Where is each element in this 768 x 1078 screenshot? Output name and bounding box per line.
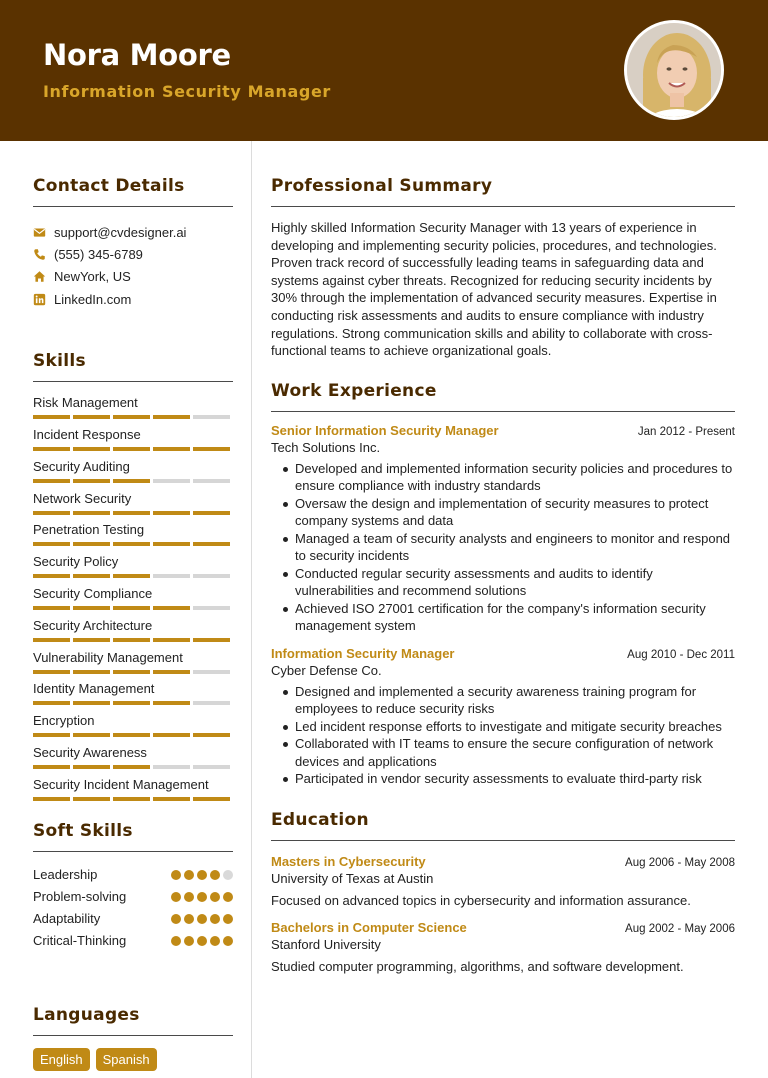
rating-dot [223,936,233,946]
summary-text: Highly skilled Information Security Manager with 13 years of experience in developing and implementing security policies, procedures, and technologies. Proven track record of successfully leading teams in safeguarding data and systems against cyber threats. Recognized for reducing security incidents by 30% through the implementation of advanced security measures. Expertise in conducting risk assessments and audits to ensure compliance with industry regulations. Strong communication skills and ability to collaborate with cross-functional teams to achieve organizational goals. [271,220,717,359]
skill-item [33,427,233,459]
skill-level-segment [73,670,110,674]
skill-level-segment [33,797,70,801]
skill-level-segment [113,765,150,769]
skill-level-segment [113,574,150,578]
rating-dot [171,870,181,880]
skill-level-bar [33,511,233,515]
skill-level-segment [73,638,110,642]
skill-level-segment [153,701,190,705]
skill-level-segment [193,670,230,674]
skill-level-segment [73,797,110,801]
job-bullets [271,460,735,635]
job-entry [271,646,735,788]
skill-item [33,586,233,618]
skill-level-segment [153,479,190,483]
education-date: Aug 2002 - May 2006 [625,922,735,935]
languages-list [33,1048,233,1071]
contact-phone[interactable] [33,243,233,265]
profile-photo [624,20,724,120]
skill-level-segment [33,701,70,705]
skill-level-segment [33,638,70,642]
contact-linkedin-text: LinkedIn.com [54,291,132,307]
job-date: Aug 2010 - Dec 2011 [627,648,735,661]
job-title: Senior Information Security Manager [271,422,499,438]
skill-level-segment [193,765,230,769]
soft-skill-name: Adaptability [33,911,101,927]
skill-level-bar [33,606,233,610]
skill-level-bar [33,479,233,483]
skill-level-segment [153,511,190,515]
section-rule [271,206,735,207]
skill-level-segment [193,733,230,737]
skill-level-segment [113,542,150,546]
contact-phone-text: (555) 345-6789 [54,246,143,262]
job-bullet: Conducted regular security assessments and audits to identify vulnerabilities and recommend solutions [295,565,735,600]
experience-section [271,381,735,788]
skill-level-segment [73,447,110,451]
left-column [33,141,233,1071]
contact-email[interactable] [33,221,233,243]
job-bullet: Led incident response efforts to investigate and mitigate security breaches [295,718,735,736]
soft-skill-name: Critical-Thinking [33,933,127,949]
soft-skill-item [33,864,233,886]
soft-skill-name: Leadership [33,867,98,883]
education-description: Studied computer programming, algorithms, and software development. [271,958,684,974]
skill-level-bar [33,670,233,674]
skill-level-segment [113,479,150,483]
envelope-icon [33,226,54,239]
job-entry [271,423,735,635]
skill-item [33,522,233,554]
skill-level-segment [73,606,110,610]
resume-header [0,0,768,141]
skill-name: Vulnerability Management [33,649,183,665]
rating-dot [184,892,194,902]
soft-skill-rating [171,892,233,902]
education-entry [271,854,735,908]
skill-level-segment [193,797,230,801]
soft-skills-heading: Soft Skills [33,820,133,841]
skill-level-segment [153,574,190,578]
skill-level-segment [153,638,190,642]
skill-level-segment [153,797,190,801]
skill-level-segment [73,765,110,769]
skill-level-segment [73,574,110,578]
skill-level-segment [33,765,70,769]
summary-heading: Professional Summary [271,176,493,196]
skill-level-segment [193,479,230,483]
section-rule [271,411,735,412]
skill-level-bar [33,574,233,578]
skill-item [33,491,233,523]
skill-level-bar [33,447,233,451]
skill-level-segment [153,415,190,419]
section-rule [33,1035,233,1036]
skill-level-segment [113,415,150,419]
skill-level-segment [33,574,70,578]
section-rule [33,381,233,382]
job-date: Jan 2012 - Present [637,425,735,438]
skill-level-bar [33,542,233,546]
skill-level-segment [33,447,70,451]
skill-level-segment [153,606,190,610]
skill-level-segment [113,511,150,515]
degree-title: Masters in Cybersecurity [271,853,426,869]
school-name: University of Texas at Austin [271,870,434,886]
skill-item [33,618,233,650]
skill-level-segment [33,542,70,546]
skill-item [33,713,233,745]
rating-dot [197,892,207,902]
skill-level-segment [193,511,230,515]
rating-dot [197,870,207,880]
skill-level-segment [113,797,150,801]
contact-email-text: support@cvdesigner.ai [54,224,187,240]
rating-dot [197,914,207,924]
education-description: Focused on advanced topics in cybersecurity and information assurance. [271,892,691,908]
skill-item [33,777,233,809]
job-company: Cyber Defense Co. [271,662,382,678]
job-bullet: Designed and implemented a security awareness training program for employees to reduce security risks [295,683,735,718]
education-heading: Education [271,809,369,830]
skill-level-segment [33,479,70,483]
candidate-name: Nora Moore [43,38,231,72]
rating-dot [210,914,220,924]
skills-section [33,351,233,808]
degree-title: Bachelors in Computer Science [271,919,467,935]
linkedin-icon [33,293,54,306]
skill-name: Security Architecture [33,617,153,633]
skill-level-segment [33,670,70,674]
skill-item [33,681,233,713]
skill-name: Security Policy [33,554,119,570]
section-rule [271,840,735,841]
job-bullet: Managed a team of security analysts and engineers to monitor and respond to security incidents [295,530,735,565]
skill-name: Encryption [33,713,95,729]
skill-level-segment [193,606,230,610]
skill-level-bar [33,797,233,801]
skill-level-segment [33,415,70,419]
skill-level-segment [73,542,110,546]
contact-list [33,221,233,310]
soft-skill-item [33,908,233,930]
candidate-title: Information Security Manager [43,82,331,101]
skill-level-segment [153,733,190,737]
skill-level-segment [73,701,110,705]
skill-level-segment [73,479,110,483]
school-name: Stanford University [271,936,381,952]
summary-section [271,176,735,360]
skill-level-segment [113,447,150,451]
job-bullets [271,683,735,788]
skill-level-segment [73,733,110,737]
skill-item [33,395,233,427]
skill-level-bar [33,733,233,737]
contact-linkedin[interactable] [33,288,233,310]
skill-level-segment [33,733,70,737]
soft-skill-rating [171,936,233,946]
job-bullet: Developed and implemented information security policies and procedures to ensure compliance with industry standards [295,460,735,495]
skill-item [33,459,233,491]
skill-level-segment [193,415,230,419]
skill-level-segment [113,606,150,610]
rating-dot [223,870,233,880]
skill-level-bar [33,701,233,705]
soft-skill-name: Problem-solving [33,889,127,905]
skill-level-segment [73,415,110,419]
rating-dot [210,936,220,946]
job-title: Information Security Manager [271,645,455,661]
job-company: Tech Solutions Inc. [271,439,381,455]
rating-dot [171,914,181,924]
skill-name: Security Compliance [33,585,153,601]
rating-dot [184,914,194,924]
language-chip: English [33,1048,90,1071]
skill-level-segment [113,670,150,674]
skill-level-segment [153,765,190,769]
rating-dot [184,870,194,880]
rating-dot [210,870,220,880]
skill-name: Network Security [33,490,132,506]
education-date: Aug 2006 - May 2008 [625,856,735,869]
contact-location [33,266,233,288]
skill-name: Penetration Testing [33,522,145,538]
skill-name: Security Auditing [33,458,130,474]
rating-dot [223,892,233,902]
skill-item [33,554,233,586]
experience-heading: Work Experience [271,380,437,401]
skill-name: Risk Management [33,395,138,411]
rating-dot [210,892,220,902]
skill-level-segment [153,447,190,451]
contact-heading: Contact Details [33,176,185,196]
skills-heading: Skills [33,351,86,372]
soft-skills-section [33,821,233,952]
skill-level-segment [193,542,230,546]
job-bullet: Collaborated with IT teams to ensure the secure configuration of network devices and applications [295,735,735,770]
skill-name: Incident Response [33,426,141,442]
rating-dot [184,936,194,946]
job-bullet: Achieved ISO 27001 certification for the company's information security management system [295,600,735,635]
rating-dot [171,936,181,946]
skill-level-segment [193,638,230,642]
skill-level-segment [193,447,230,451]
soft-skill-rating [171,870,233,880]
skill-level-segment [113,701,150,705]
skill-level-segment [153,542,190,546]
section-rule [33,206,233,207]
job-bullet: Oversaw the design and implementation of security measures to protect company systems and data [295,495,735,530]
job-bullet: Participated in vendor security assessments to evaluate third-party risk [295,770,735,788]
section-rule [33,851,233,852]
soft-skill-rating [171,914,233,924]
skill-level-bar [33,415,233,419]
skill-name: Identity Management [33,681,155,697]
rating-dot [197,936,207,946]
skills-list [33,395,233,808]
soft-skill-item [33,930,233,952]
soft-skills-list [33,864,233,952]
skill-name: Security Incident Management [33,776,209,792]
skill-item [33,650,233,682]
languages-heading: Languages [33,1004,140,1025]
skill-level-segment [73,511,110,515]
skill-level-segment [33,606,70,610]
contact-section [33,176,233,310]
language-chip: Spanish [96,1048,157,1071]
education-entry [271,920,735,974]
skill-level-segment [113,638,150,642]
soft-skill-item [33,886,233,908]
home-icon [33,270,54,283]
skill-level-bar [33,638,233,642]
skill-level-segment [153,670,190,674]
column-divider [251,141,252,1078]
rating-dot [171,892,181,902]
right-column [271,141,735,974]
skill-item [33,745,233,777]
skill-level-bar [33,765,233,769]
languages-section [33,1005,233,1071]
skill-name: Security Awareness [33,744,147,760]
phone-icon [33,248,54,261]
skill-level-segment [33,511,70,515]
skill-level-segment [113,733,150,737]
skill-level-segment [193,574,230,578]
education-section [271,810,735,974]
skill-level-segment [193,701,230,705]
contact-location-text: NewYork, US [54,269,131,285]
rating-dot [223,914,233,924]
